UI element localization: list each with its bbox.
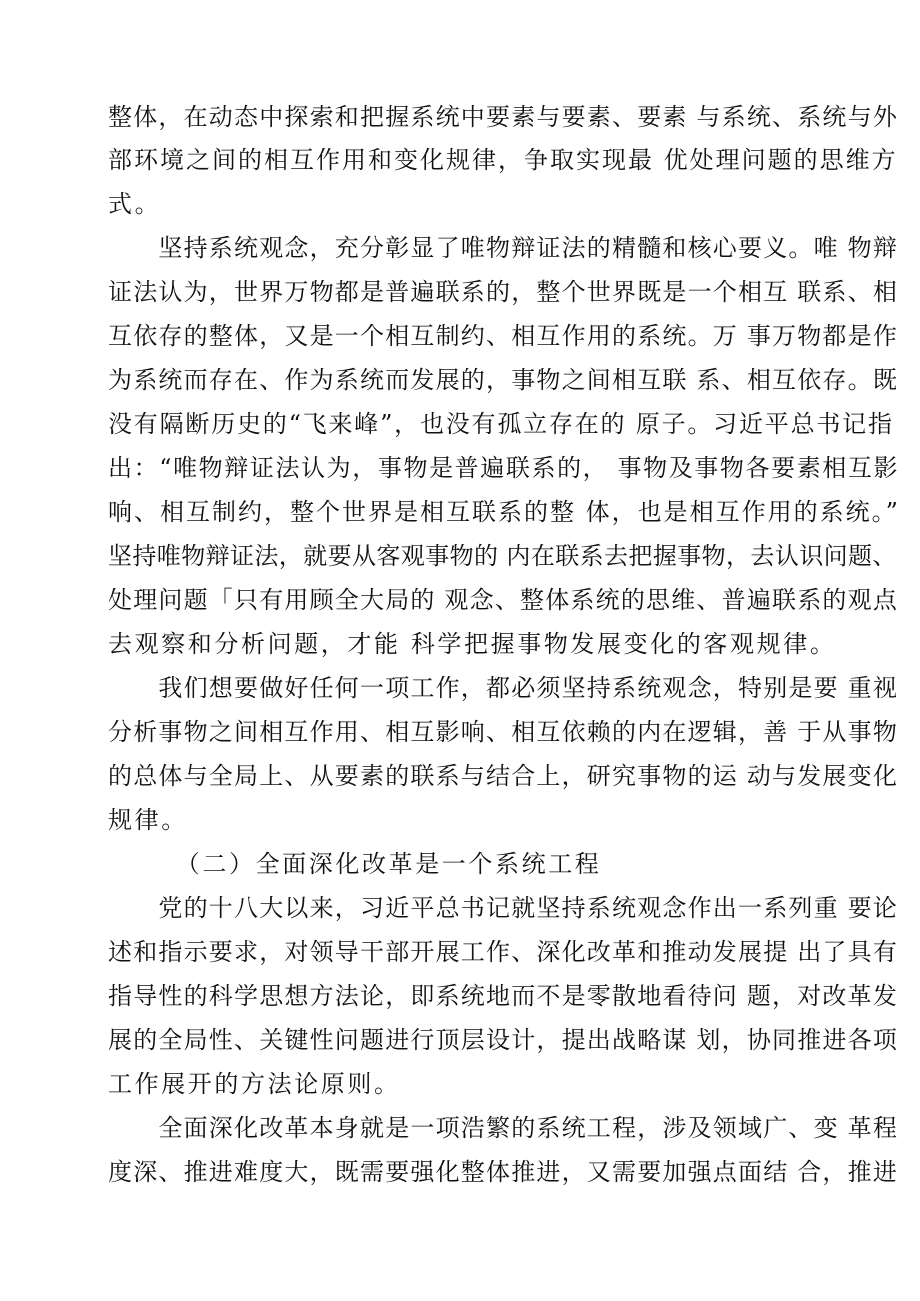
text-line: 出：“唯物辩证法认为，事物是普遍联系的， 事物及事物各要素相互影	[108, 454, 900, 482]
section-heading: （二）全面深化改革是一个系统工程	[108, 850, 602, 878]
text-line: 党的十八大以来，习近平总书记就坚持系统观念作出一系列重 要论	[108, 894, 899, 922]
text-line: 展的全局性、关键性问题进行顶层设计，提出战略谋 划，协同推进各项	[108, 1026, 899, 1054]
text-line: 坚持唯物辩证法，就要从客观事物的 内在联系去把握事物，去认识问题、	[108, 542, 897, 570]
text-line: 我们想要做好任何一项工作，都必须坚持系统观念，特别是要 重视	[108, 674, 899, 702]
text-line: 全面深化改革本身就是一项浩繁的系统工程，涉及领域广、变 革程	[108, 1114, 899, 1142]
text-line: 为系统而存在、作为系统而发展的，事物之间相互联 系、相互依存。既	[108, 366, 899, 394]
text-line: 坚持系统观念，充分彰显了唯物辩证法的精髓和核心要义。唯 物辩	[108, 234, 899, 262]
text-line: 证法认为，世界万物都是普遍联系的，整个世界既是一个相互 联系、相	[108, 278, 899, 306]
text-line: 部环境之间的相互作用和变化规律，争取实现最 优处理问题的思维方	[108, 146, 898, 174]
text-line: 分析事物之间相互作用、相互影响、相互依赖的内在逻辑，善 于从事物	[108, 718, 899, 746]
text-line: 处理问题「只有用顾全大局的 观念、整体系统的思维、普遍联系的观点	[108, 586, 899, 614]
text-line: 工作展开的方法论原则。	[108, 1070, 401, 1098]
text-line: 没有隔断历史的“飞来峰”，也没有孤立存在的 原子。习近平总书记指	[108, 410, 894, 438]
text-line: 式。	[108, 190, 162, 218]
text-line: 去观察和分析问题，才能 科学把握事物发展变化的客观规律。	[108, 630, 837, 658]
text-line: 响、相互制约，整个世界是相互联系的整 体，也是相互作用的系统。”	[108, 498, 900, 526]
text-line: 度深、推进难度大，既需要强化整体推进，又需要加强点面结 合，推进	[108, 1158, 899, 1186]
text-line: 述和指示要求，对领导干部开展工作、深化改革和推动发展提 出了具有	[108, 938, 899, 966]
text-line: 整体，在动态中探索和把握系统中要素与要素、要素 与系统、系统与外	[108, 103, 899, 131]
text-line: 指导性的科学思想方法论，即系统地而不是零散地看待问 题，对改革发	[108, 982, 899, 1010]
text-line: 规律。	[108, 806, 188, 834]
text-line: 互依存的整体，又是一个相互制约、相互作用的系统。万 事万物都是作	[108, 322, 899, 350]
text-line: 的总体与全局上、从要素的联系与结合上，研究事物的运 动与发展变化	[108, 762, 899, 790]
